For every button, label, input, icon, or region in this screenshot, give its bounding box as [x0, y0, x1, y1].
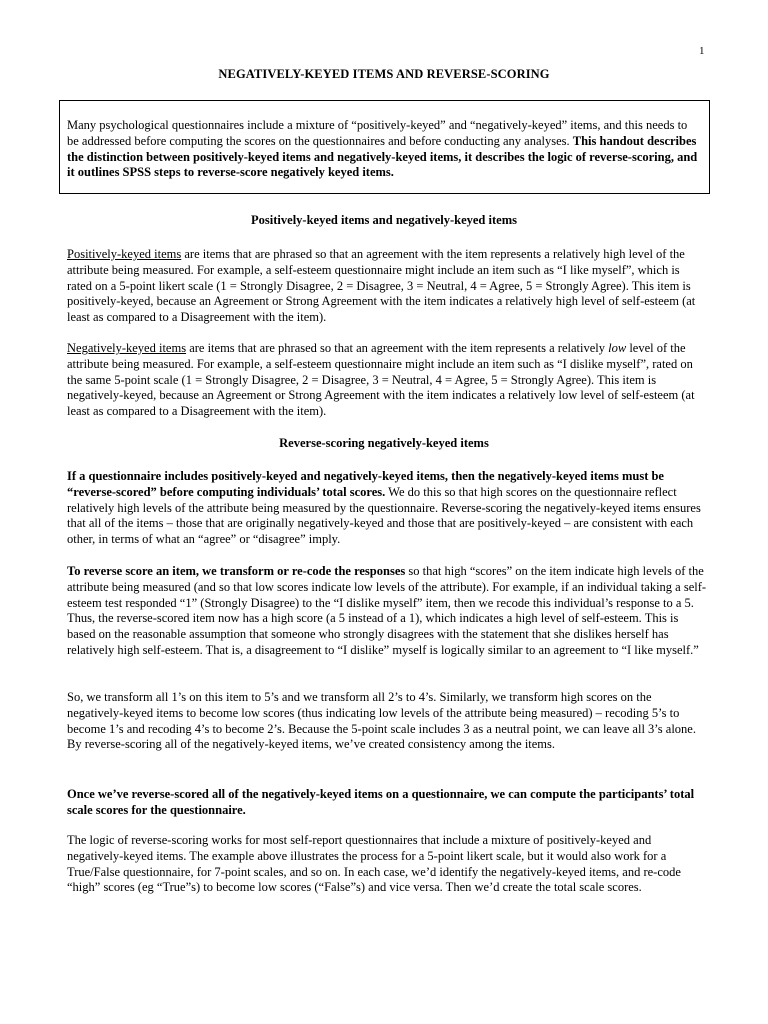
paragraph-how-to-reverse-score [67, 564, 707, 659]
term-positively-keyed: Positively-keyed items [67, 247, 182, 261]
paragraph-positively-keyed-text: are items that are phrased so that an agreement with the item represents a relatively high level of the attribute being measured. For example, a self-esteem questionnaire might include an item such as “I like myself”, which is rated on a 5-point likert scale (1 = Strongly Disagree, 2 = Disagree, 3 = Neutral, 4 = Agree, 5 = Strongly Agree). This item is positively-keyed, because an Agreement or Strong Agreement with the item indicates a relatively high level of self-esteem (at least as compared to a Disagreement with the item). [67, 247, 696, 325]
paragraph-compute-total-scores: Once we’ve reverse-scored all of the negatively-keyed items on a questionnaire, we can compute the participants’ total scale scores for the questionnaire. [67, 787, 695, 817]
how-to-reverse-score-text: so that high “scores” on the item indicate high levels of the attribute being measured (and so that low scores indicate low levels of the attribute). For example, if an individual taking a self-esteem test responded “1” (Strongly Disagree) to the “I dislike myself” item, then we recode this individual’s response to a 5. Thus, the reverse-scored item now has a high score (a 5 instead of a 1), which indicates a high level of self-esteem. This is based on the reasonable assumption that someone who strongly disagrees with the statement that she dislikes herself has relatively high self-esteem. That is, a disagreement to “I dislike” myself is logically similar to an agreement to “I like myself.” [67, 564, 707, 657]
page-number: 1 [699, 45, 705, 57]
paragraph-negatively-keyed-text-a: are items that are phrased so that an agreement with the item represents a relatively [186, 341, 609, 355]
paragraph-negatively-keyed [67, 341, 707, 420]
paragraph-logic-generalization: The logic of reverse-scoring works for most self-report questionnaires that include a mixture of positively-keyed and negatively-keyed items. The example above illustrates the process for a 5-point likert scale, but it would also work for a True/False questionnaire, for 7-point scales, and so on. In each case, we’d identify the negatively-keyed items, and re-code “high” scores (eg “True”s) to become low scores (“False”s) and vice versa. Then we’d create the total scale scores. [67, 833, 681, 895]
summary-box [59, 100, 710, 194]
how-to-reverse-score-bold: To reverse score an item, we transform or re-code the responses [67, 564, 406, 578]
section-heading-keyed-items: Positively-keyed items and negatively-keyed items [251, 213, 517, 227]
reverse-score-requirement-text: We do this so that high scores on the questionnaire reflect relatively high levels of the attribute being measured by the questionnaire. Reverse-scoring the negatively-keyed items ensures that all of the items – those that are originally negatively-keyed and those that are positively-keyed – are consistent with each other, in terms of what an “agree” or “disagree” imply. [67, 484, 701, 547]
paragraph-positively-keyed [67, 247, 707, 326]
term-negatively-keyed: Negatively-keyed items [67, 341, 187, 355]
section-heading-reverse-scoring: Reverse-scoring negatively-keyed items [279, 436, 489, 450]
summary-bold-text: This handout describes the distinction between positively-keyed items and negatively-keyed items, it describes the logic of reverse-scoring, and it outlines SPSS steps to reverse-score negatively keyed items. [67, 133, 698, 180]
summary-text: Many psychological questionnaires include a mixture of “positively-keyed” and “negatively-keyed” items, and this needs to be addressed before computing the scores on the questionnaires and before conducting any analyses. [67, 118, 688, 148]
paragraph-negatively-keyed-text-b: level of the attribute being measured. For example, a self-esteem questionnaire might include an item such as “I dislike myself”, rated on the same 5-point scale (1 = Strongly Disagree, 2 = Disagree, 3 = Neutral, 4 = Agree, 5 = Strongly Agree). This item is negatively-keyed, because an Agreement or Strong Agreement with the item indicates a relatively low level of self-esteem (at least as compared to a Disagreement with the item). [67, 341, 695, 419]
reverse-score-requirement-bold: If a questionnaire includes positively-keyed and negatively-keyed items, then the negatively-keyed items must be “reverse-scored” before computing individuals’ total scores. [67, 469, 664, 499]
paragraph-reverse-score-requirement [67, 469, 707, 548]
paragraph-transform-values: So, we transform all 1’s on this item to 5’s and we transform all 2’s to 4’s. Similarly, we transform high scores on the negatively-keyed items to become low scores (thus indicating low levels of the attribute being measured) – recoding 5’s to become 1’s and recoding 4’s to become 2’s. Because the 5-point scale includes 3 as a neutral point, we can leave all 3’s alone. By reverse-scoring all of the negatively-keyed items, we’ve created consistency among the items. [67, 690, 696, 752]
emphasis-low: low [608, 341, 627, 355]
document-title: NEGATIVELY-KEYED ITEMS AND REVERSE-SCORING [218, 67, 550, 81]
